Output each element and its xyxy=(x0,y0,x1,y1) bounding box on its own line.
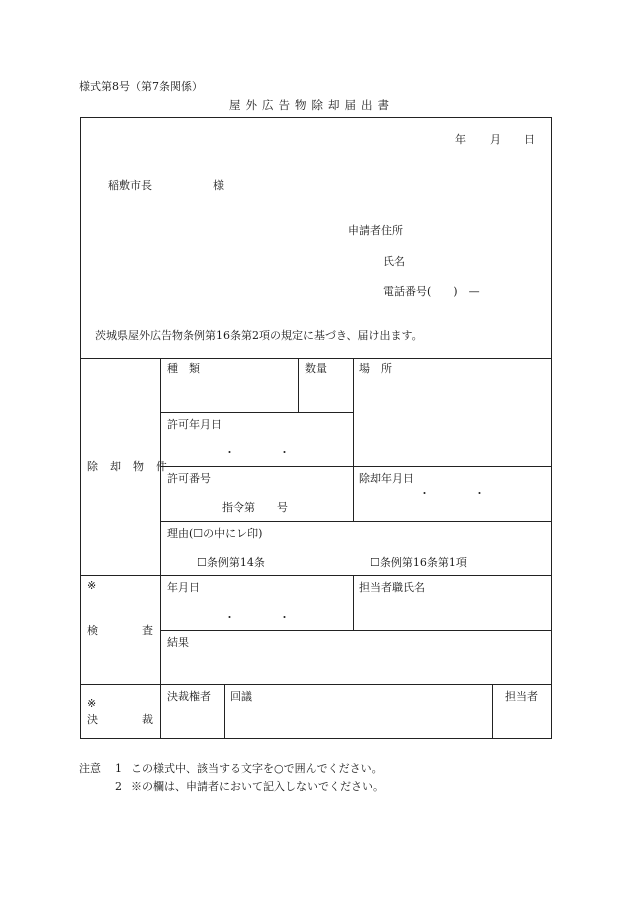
circulation-label: 回議 xyxy=(230,690,252,703)
reason-label: 理由(☐の中にレ印) xyxy=(167,527,263,540)
directive-label: 指令第 号 xyxy=(222,501,288,514)
note-number-2: 2 xyxy=(115,780,122,793)
notes-heading: 注意 xyxy=(79,762,101,775)
removal-date-dots: ・ ・ xyxy=(419,487,485,500)
reason-option-article-14[interactable]: ☐条例第14条 xyxy=(197,556,265,569)
header-box xyxy=(80,117,552,359)
honorific: 様 xyxy=(213,179,224,192)
authority-label: 決裁権者 xyxy=(167,690,211,703)
inspection-date-dots: ・ ・ xyxy=(224,611,290,624)
reason-option-article-16[interactable]: ☐条例第16条第1項 xyxy=(370,556,467,569)
addressee: 稲敷市長 xyxy=(108,179,152,192)
note-text-1: この様式中、該当する文字を○で囲んでください。 xyxy=(131,762,383,775)
removal-date-label: 除却年月日 xyxy=(359,472,414,485)
staff-label: 担当者 xyxy=(505,690,538,703)
inspection-note-mark: ※ xyxy=(87,579,97,592)
permit-date-dots: ・ ・ xyxy=(224,446,290,459)
inspection-date-label: 年月日 xyxy=(167,581,200,594)
officer-name-label: 担当者職氏名 xyxy=(359,581,425,594)
approval-note-mark: ※ xyxy=(87,697,97,710)
applicant-address-label: 申請者住所 xyxy=(348,224,403,237)
removal-section-label: 除却物件 xyxy=(87,460,179,473)
inspection-section-label: 検 査 xyxy=(87,624,153,637)
permit-number-label: 許可番号 xyxy=(167,472,211,485)
location-label: 場 所 xyxy=(359,362,392,375)
result-label: 結果 xyxy=(167,636,189,649)
quantity-label: 数量 xyxy=(305,362,327,375)
note-text-2: ※の欄は、申請者において記入しないでください。 xyxy=(131,780,384,793)
declaration-text: 茨城県屋外広告物条例第16条第2項の規定に基づき、届け出ます。 xyxy=(95,329,423,342)
note-number-1: 1 xyxy=(115,762,122,775)
date-year-label: 年 xyxy=(455,133,466,146)
applicant-name-label: 氏名 xyxy=(383,255,405,268)
kind-label: 種 類 xyxy=(167,362,200,375)
form-number: 様式第8号（第7条関係） xyxy=(79,80,203,93)
permit-date-label: 許可年月日 xyxy=(167,418,222,431)
date-day-label: 日 xyxy=(524,133,535,146)
main-table xyxy=(80,358,552,739)
date-month-label: 月 xyxy=(490,133,501,146)
form-title: 屋外広告物除却届出書 xyxy=(229,98,394,112)
applicant-phone-label: 電話番号( ) — xyxy=(383,285,480,298)
approval-section-label: 決 裁 xyxy=(87,713,153,726)
